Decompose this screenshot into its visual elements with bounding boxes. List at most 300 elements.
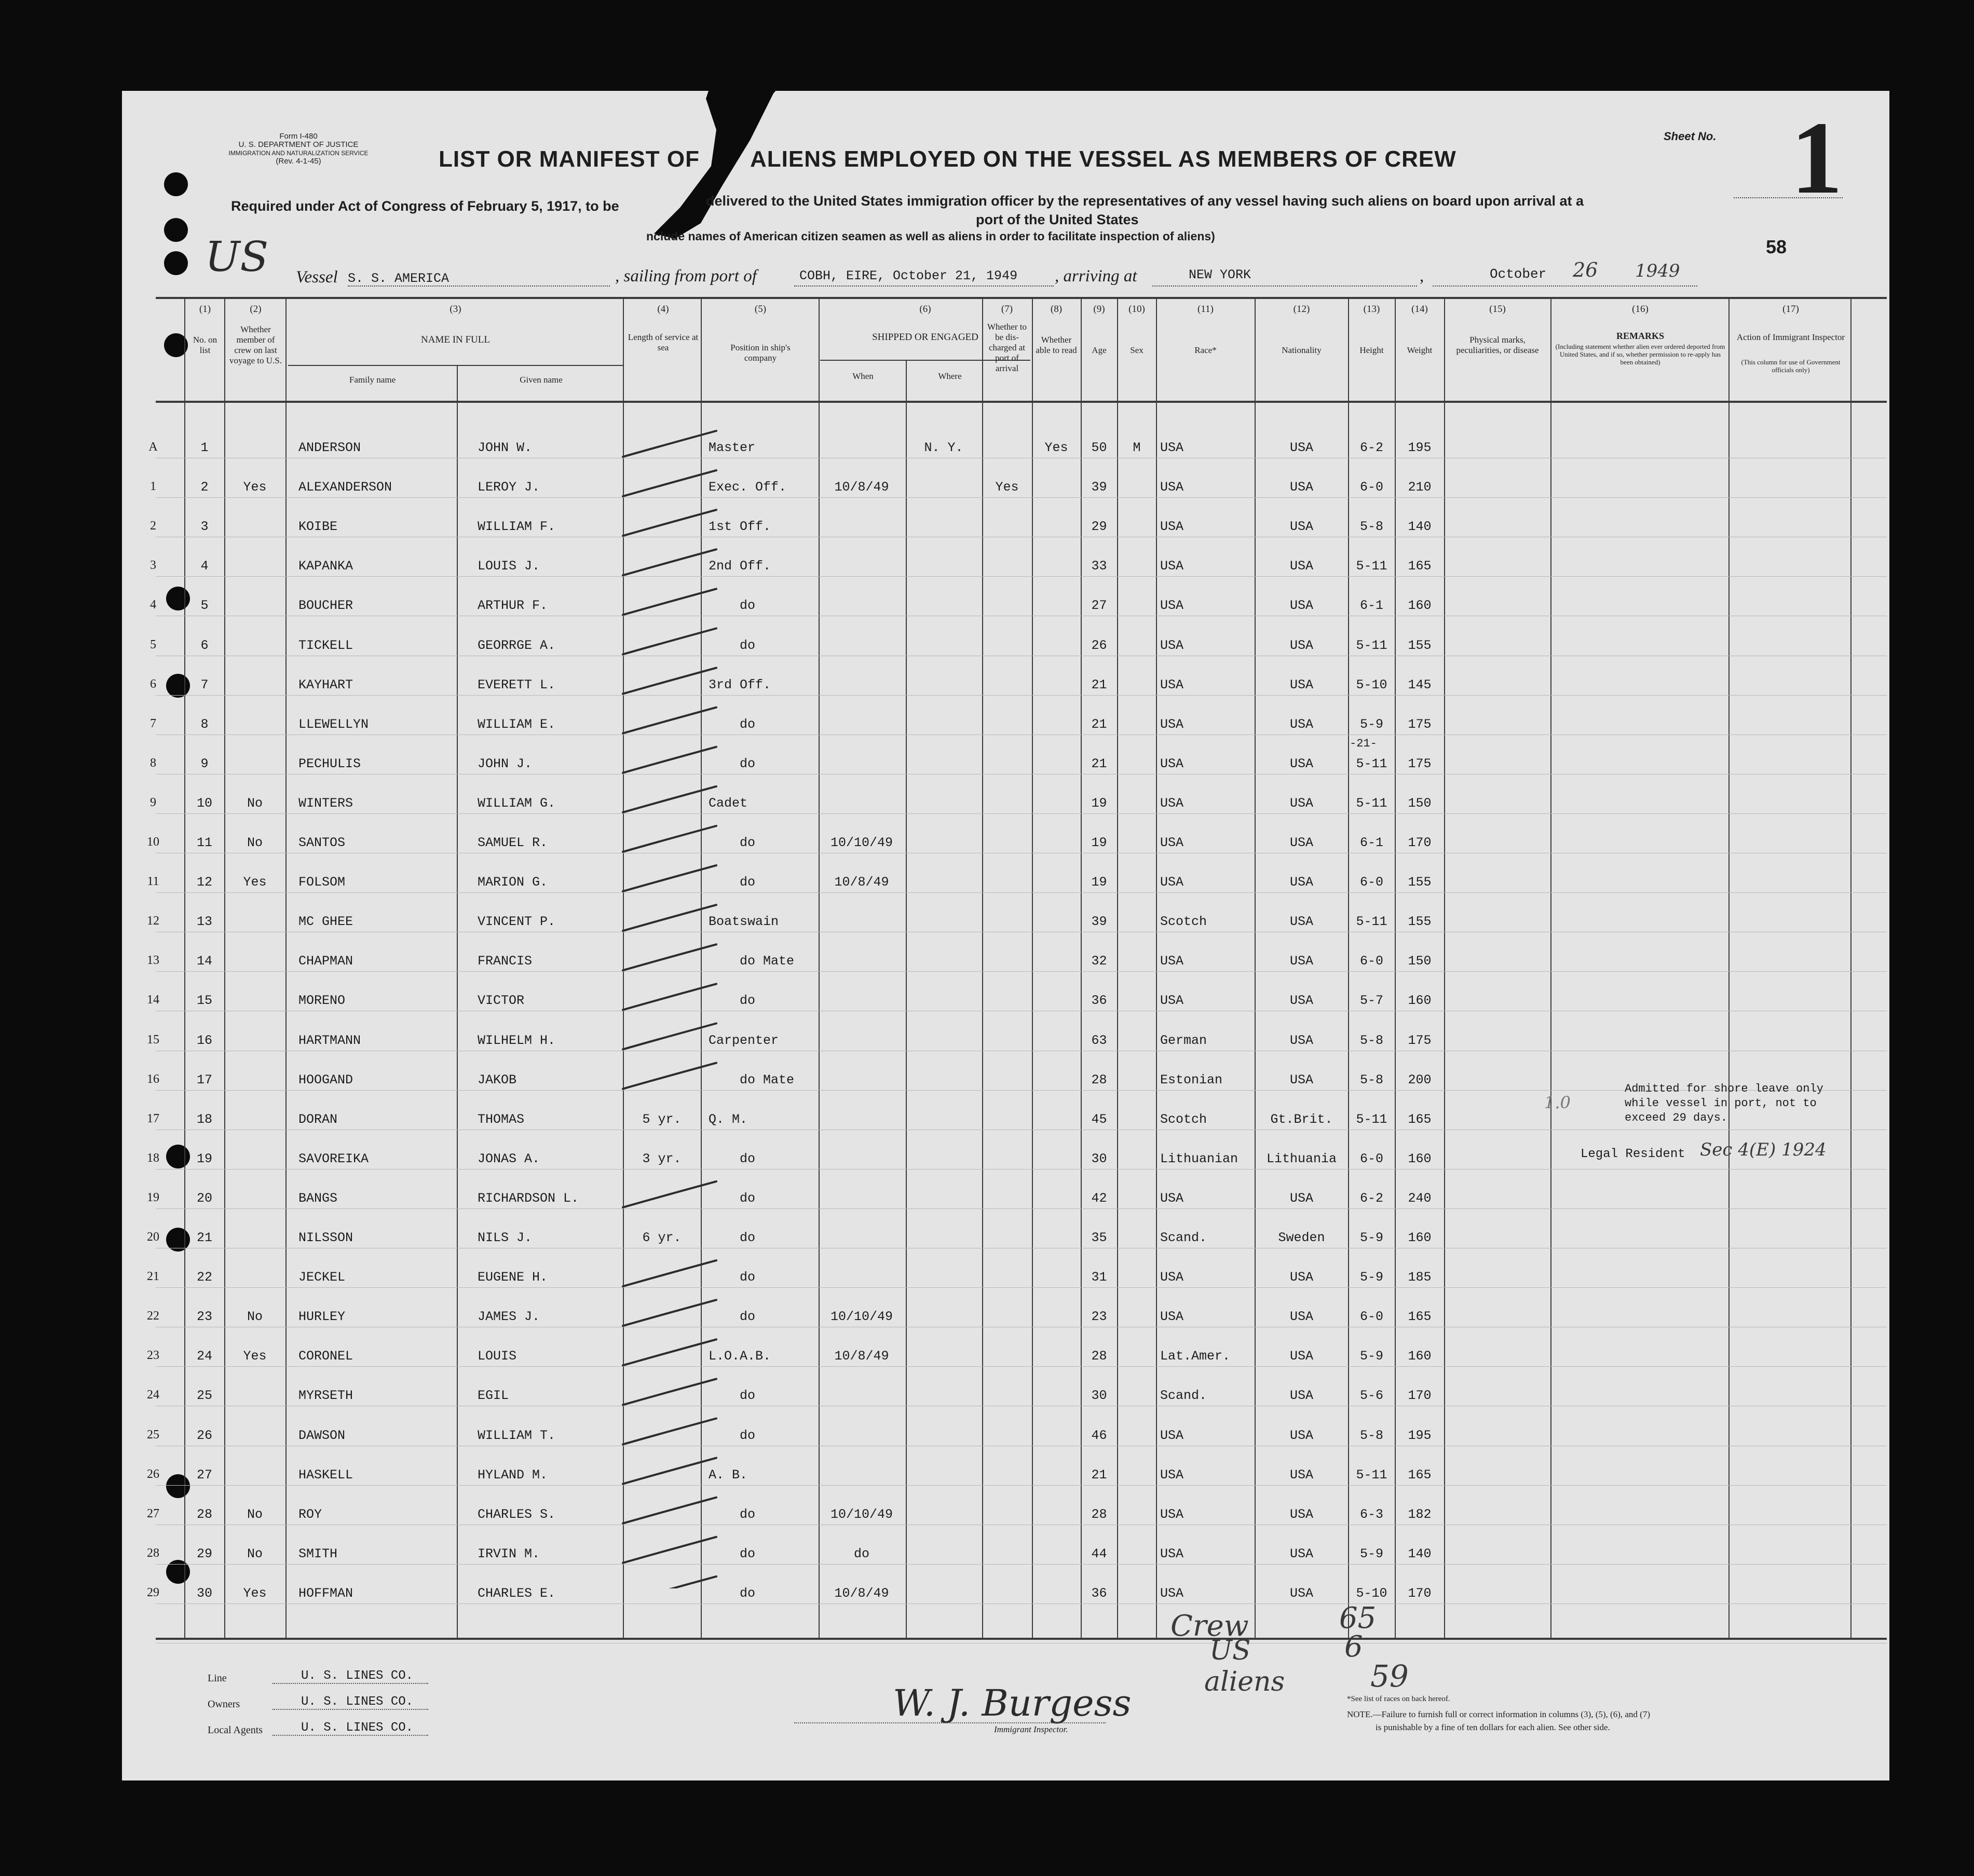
pen-stroke [623, 629, 716, 655]
pen-stroke [623, 431, 716, 457]
row-rule [156, 1485, 1887, 1486]
line-label: Line [208, 1673, 227, 1684]
cell-family: JECKEL [298, 1270, 346, 1285]
cell-height: 5-7 [1359, 993, 1383, 1008]
cell-nat: USA [1289, 1467, 1313, 1483]
row-rule [156, 1564, 1887, 1565]
cell-given: WILLIAM T. [478, 1428, 556, 1443]
cell-no: 1 [200, 440, 209, 455]
pen-stroke [623, 786, 716, 812]
cell-margin: 2 [150, 519, 156, 533]
cell-last: Yes [243, 480, 267, 495]
form-revision: (Rev. 4-1-45) [276, 157, 321, 166]
cell-last: No [247, 796, 263, 811]
pen-stroke [623, 470, 716, 496]
cell-height: 5-11 [1356, 796, 1387, 811]
column-divider [982, 297, 983, 1638]
col-header-length-of-service: Length of service at sea [628, 332, 699, 352]
pen-stroke [623, 747, 716, 773]
cell-no: 26 [196, 1428, 212, 1443]
row-rule [156, 1169, 1887, 1170]
cell-when: 10/8/49 [834, 480, 889, 495]
cell-given: THOMAS [478, 1112, 525, 1127]
cell-weight: 160 [1408, 1230, 1432, 1245]
service-tick-marks [612, 395, 831, 1588]
pen-stroke [623, 1537, 716, 1563]
cell-margin: 14 [147, 993, 159, 1007]
cell-last: Yes [243, 1349, 267, 1364]
cell-height: 5-11 [1356, 559, 1387, 574]
cell-margin: 9 [150, 796, 156, 809]
cell-given: JOHN J. [478, 756, 533, 771]
punch-hole [164, 251, 188, 275]
cell-weight: 175 [1408, 1033, 1432, 1048]
cell-no: 11 [196, 835, 212, 850]
pen-stroke [623, 549, 716, 575]
cell-race: USA [1160, 559, 1184, 574]
arrival-day: 26 [1573, 259, 1598, 281]
cell-given: MARION G. [478, 875, 548, 890]
col-header-weight: Weight [1407, 345, 1433, 355]
cell-nat: USA [1289, 559, 1313, 574]
cell-position: do [740, 638, 756, 653]
cell-family: ALEXANDERSON [298, 480, 392, 495]
column-divider [285, 297, 287, 1638]
cell-race: USA [1160, 480, 1184, 495]
cell-family: PECHULIS [298, 756, 361, 771]
department-name: U. S. DEPARTMENT OF JUSTICE [238, 140, 359, 149]
cell-no: 27 [196, 1467, 212, 1483]
cell-family: MORENO [298, 993, 346, 1008]
cell-margin: 18 [147, 1151, 159, 1165]
cell-disch: Yes [995, 480, 1019, 495]
cell-family: SMITH [298, 1546, 338, 1561]
cell-weight: 150 [1408, 796, 1432, 811]
cell-nat: USA [1289, 954, 1313, 969]
cell-age: 27 [1091, 598, 1107, 613]
cell-age: 21 [1091, 677, 1107, 692]
cell-margin: 1 [150, 480, 156, 493]
col-header-physical-marks: Physical marks, peculiarities, or disease [1456, 335, 1539, 355]
cell-nat: USA [1289, 598, 1313, 613]
cell-margin: 28 [147, 1546, 159, 1560]
column-divider [1444, 297, 1445, 1638]
cell-age: 30 [1091, 1388, 1107, 1403]
cell-height: 5-6 [1359, 1388, 1383, 1403]
tally-aliens-count: 59 [1370, 1659, 1409, 1694]
cell-family: HASKELL [298, 1467, 353, 1483]
cell-position: do [740, 1388, 756, 1403]
cell-no: 10 [196, 796, 212, 811]
cell-weight: 165 [1408, 1112, 1432, 1127]
col6-number: (6) [919, 304, 931, 315]
col13-number: (13) [1363, 304, 1380, 315]
cell-height: 5-8 [1359, 519, 1383, 534]
cell-position: do Mate [740, 954, 795, 969]
service-name: IMMIGRATION AND NATURALIZATION SERVICE [228, 149, 369, 157]
cell-no: 17 [196, 1072, 212, 1087]
cell-service: 6 yr. [642, 1230, 682, 1245]
col-header-height: Height [1359, 345, 1384, 355]
arrival-port: NEW YORK [1189, 267, 1251, 282]
cell-family: DORAN [298, 1112, 338, 1127]
arrival-underline [1152, 286, 1417, 287]
pen-stroke [623, 826, 716, 852]
col16-number: (16) [1632, 304, 1649, 315]
cell-service: 5 yr. [642, 1112, 682, 1127]
col-header-no-on-list: No. on list [193, 335, 217, 355]
cell-family: DAWSON [298, 1428, 346, 1443]
cell-no: 9 [200, 756, 209, 771]
pen-stroke [623, 1024, 716, 1050]
cell-when: 10/10/49 [830, 835, 893, 850]
cell-position: Cadet [709, 796, 748, 811]
remark-section-note: Sec 4(E) 1924 [1700, 1139, 1827, 1160]
row-rule [156, 1287, 1887, 1288]
cell-race: USA [1160, 1309, 1184, 1324]
cell-position: do Mate [740, 1072, 795, 1087]
pen-stroke [623, 865, 716, 891]
cell-age: 39 [1091, 914, 1107, 929]
cell-race: Lat.Amer. [1160, 1349, 1231, 1364]
cell-no: 28 [196, 1507, 212, 1522]
pen-stroke [623, 668, 716, 694]
col12-number: (12) [1293, 304, 1310, 315]
date-comma: , [1420, 267, 1424, 286]
cell-height: 5-9 [1359, 1230, 1383, 1245]
cell-nat: Sweden [1278, 1230, 1325, 1245]
agents-label: Local Agents [208, 1724, 263, 1736]
cell-position: Boatswain [709, 914, 779, 929]
cell-race: USA [1160, 835, 1184, 850]
cell-age: 45 [1091, 1112, 1107, 1127]
col-header-given-name: Given name [520, 375, 563, 385]
cell-weight: 160 [1408, 1349, 1432, 1364]
cell-margin: A [148, 440, 158, 454]
cell-age: 28 [1091, 1072, 1107, 1087]
cell-race: USA [1160, 1467, 1184, 1483]
cell-position: do [740, 1270, 756, 1285]
cell-no: 8 [200, 717, 209, 732]
cell-margin: 16 [147, 1072, 159, 1086]
cell-race: USA [1160, 440, 1184, 455]
column-divider [184, 297, 185, 1638]
cell-race: USA [1160, 1270, 1184, 1285]
cell-last: No [247, 1309, 263, 1324]
cell-family: KAYHART [298, 677, 353, 692]
cell-family: TICKELL [298, 638, 353, 653]
pen-stroke [623, 589, 716, 615]
owners-label: Owners [208, 1698, 240, 1710]
row-rule [156, 892, 1887, 893]
cell-position: 3rd Off. [709, 677, 771, 692]
cell-margin: 27 [147, 1507, 159, 1520]
col7-number: (7) [1001, 304, 1013, 315]
cell-margin: 11 [147, 875, 159, 888]
cell-weight: 170 [1408, 1586, 1432, 1601]
cell-nat: USA [1289, 480, 1313, 495]
col14-number: (14) [1411, 304, 1428, 315]
cell-race: USA [1160, 519, 1184, 534]
required-statement-left: Required under Act of Congress of February 5, 1917, to be [231, 198, 619, 214]
cell-race: USA [1160, 1546, 1184, 1561]
cell-age: 19 [1091, 796, 1107, 811]
column-divider [1117, 297, 1118, 1638]
signature-line [794, 1722, 1106, 1723]
cell-margin: 8 [150, 756, 156, 770]
col-header-inspector-action: Action of Immigrant Inspector [1736, 332, 1845, 342]
cell-weight: 185 [1408, 1270, 1432, 1285]
cell-last: Yes [243, 875, 267, 890]
cell-age: 28 [1091, 1507, 1107, 1522]
footnote-races: *See list of races on back hereof. [1347, 1695, 1450, 1703]
cell-no: 18 [196, 1112, 212, 1127]
tally-us-label: US [1209, 1635, 1251, 1666]
cell-given: CHARLES S. [478, 1507, 556, 1522]
col-header-shipped-or-engaged: SHIPPED OR ENGAGED [872, 332, 978, 343]
cell-race: USA [1160, 993, 1184, 1008]
cell-family: HURLEY [298, 1309, 346, 1324]
col-header-when: When [852, 371, 874, 381]
col1-number: (1) [199, 304, 211, 315]
cell-when: 10/8/49 [834, 1586, 889, 1601]
table-bottom-border [156, 1638, 1887, 1640]
col2-number: (2) [250, 304, 262, 315]
cell-service: 3 yr. [642, 1151, 682, 1166]
cell-age: 21 [1091, 717, 1107, 732]
cell-nat: USA [1289, 875, 1313, 890]
cell-height: 6-0 [1359, 954, 1383, 969]
cell-weight: 140 [1408, 519, 1432, 534]
col-header-nationality: Nationality [1282, 345, 1322, 355]
cell-nat: USA [1289, 1428, 1313, 1443]
pen-stroke [623, 1458, 716, 1484]
cell-no: 24 [196, 1349, 212, 1364]
remark-hand-mark: 1.0 [1544, 1093, 1571, 1112]
cell-weight: 170 [1408, 1388, 1432, 1403]
cell-given: IRVIN M. [478, 1546, 540, 1561]
cell-family: FOLSOM [298, 875, 346, 890]
row-rule [156, 497, 1887, 498]
cell-family: KOIBE [298, 519, 338, 534]
cell-position: do [740, 1546, 756, 1561]
cell-margin: 17 [147, 1112, 159, 1125]
sailing-label: , sailing from port of [615, 267, 757, 286]
remark-shore-leave-1: Admitted for shore leave only [1625, 1082, 1823, 1095]
cell-given: WILLIAM F. [478, 519, 556, 534]
cell-position: Carpenter [709, 1033, 779, 1048]
cell-race: Scotch [1160, 914, 1207, 929]
cell-race: USA [1160, 1586, 1184, 1601]
cell-race: USA [1160, 1428, 1184, 1443]
arrival-month: October [1490, 266, 1547, 282]
cell-margin: 20 [147, 1230, 159, 1244]
cell-height: 5-11 [1356, 914, 1387, 929]
footnote-penalty-2: is punishable by a fine of ten dollars for each alien. See other side. [1376, 1722, 1610, 1732]
cell-weight: 160 [1408, 598, 1432, 613]
row-rule [156, 971, 1887, 972]
cell-age: 32 [1091, 954, 1107, 969]
cell-where: N. Y. [924, 440, 963, 455]
cell-nat: USA [1289, 914, 1313, 929]
cell-race: USA [1160, 756, 1184, 771]
cell-no: 12 [196, 875, 212, 890]
cell-position: do [740, 717, 756, 732]
cell-nat: USA [1289, 1270, 1313, 1285]
cell-margin: 29 [147, 1586, 159, 1599]
pen-stroke [623, 1339, 716, 1365]
cell-nat: USA [1289, 993, 1313, 1008]
inspector-label: Immigrant Inspector. [994, 1724, 1068, 1734]
cell-margin: 4 [150, 598, 156, 611]
col-header-age: Age [1092, 345, 1107, 355]
cell-weight: 140 [1408, 1546, 1432, 1561]
col-header-inspector-sub: (This column for use of Government officials only) [1741, 358, 1841, 374]
cell-age: 21 [1091, 756, 1107, 771]
cell-family: SAVOREIKA [298, 1151, 369, 1166]
cell-given: VICTOR [478, 993, 525, 1008]
cell-position: do [740, 835, 756, 850]
cell-age: 44 [1091, 1546, 1107, 1561]
cell-age: 36 [1091, 1586, 1107, 1601]
cell-no: 6 [200, 638, 209, 653]
cell-height: 6-0 [1359, 1151, 1383, 1166]
cell-age: 30 [1091, 1151, 1107, 1166]
cell-weight: 165 [1408, 559, 1432, 574]
column-divider [457, 365, 458, 1638]
cell-height: 5-11 [1356, 756, 1387, 771]
cell-given: EVERETT L. [478, 677, 556, 692]
form-info [213, 132, 384, 166]
pen-stroke [623, 1498, 716, 1524]
cell-family: ROY [298, 1507, 322, 1522]
cell-weight: 240 [1408, 1191, 1432, 1206]
cell-no: 13 [196, 914, 212, 929]
cell-when: 10/8/49 [834, 1349, 889, 1364]
col8-number: (8) [1050, 304, 1063, 315]
col-header-position: Position in ship's company [730, 343, 791, 363]
cell-no: 7 [200, 677, 209, 692]
cell-weight: 195 [1408, 1428, 1432, 1443]
cell-race: Lithuanian [1160, 1151, 1238, 1166]
col-header-remarks: REMARKS [1616, 331, 1664, 341]
col-header-sex: Sex [1130, 345, 1143, 355]
cell-height: 6-1 [1359, 835, 1383, 850]
agents-value: U. S. LINES CO. [301, 1721, 414, 1735]
col9-number: (9) [1093, 304, 1105, 315]
cell-weight: 210 [1408, 480, 1432, 495]
cell-no: 3 [200, 519, 209, 534]
cell-given: JAKOB [478, 1072, 517, 1087]
pen-stroke [623, 1379, 716, 1405]
cell-when: 10/8/49 [834, 875, 889, 890]
cell-age: 42 [1091, 1191, 1107, 1206]
cell-no: 22 [196, 1270, 212, 1285]
cell-position: do [740, 756, 756, 771]
cell-height: 5-11 [1356, 638, 1387, 653]
cell-height: 6-0 [1359, 1309, 1383, 1324]
cell-weight: 182 [1408, 1507, 1432, 1522]
vessel-label: Vessel [296, 268, 338, 287]
form-title-left: LIST OR MANIFEST OF [439, 146, 700, 172]
cell-race: Estonian [1160, 1072, 1223, 1087]
cell-margin: 19 [147, 1191, 159, 1204]
inspector-signature: W. J. Burgess [893, 1682, 1132, 1724]
cell-read: Yes [1044, 440, 1068, 455]
cell-given: EUGENE H. [478, 1270, 548, 1285]
arriving-label: , arriving at [1055, 267, 1137, 286]
cell-given: ARTHUR F. [478, 598, 548, 613]
cell-given: LOUIS [478, 1349, 517, 1364]
cell-margin: 26 [147, 1467, 159, 1481]
cell-margin: 5 [150, 638, 156, 651]
cell-no: 2 [200, 480, 209, 495]
cell-height: 5-9 [1359, 1349, 1383, 1364]
cell-position: do [740, 1507, 756, 1522]
cell-no: 21 [196, 1230, 212, 1245]
cell-race: USA [1160, 796, 1184, 811]
tally-crew-count: 65 [1339, 1601, 1377, 1635]
cell-given: HYLAND M. [478, 1467, 548, 1483]
cell-given: EGIL [478, 1388, 509, 1403]
cell-age: 36 [1091, 993, 1107, 1008]
port-underline [794, 286, 1054, 287]
cell-height: 5-9 [1359, 1546, 1383, 1561]
cell-no: 4 [200, 559, 209, 574]
cell-race: Scand. [1160, 1388, 1207, 1403]
pen-stroke [623, 1300, 716, 1326]
cell-age: 31 [1091, 1270, 1107, 1285]
cell-height: 5-8 [1359, 1428, 1383, 1443]
cell-height: 5-8 [1359, 1033, 1383, 1048]
cell-nat: USA [1289, 1072, 1313, 1087]
pen-stroke [623, 1419, 716, 1445]
page-number: 58 [1766, 236, 1787, 257]
cell-sex: M [1133, 440, 1141, 455]
cell-family: BANGS [298, 1191, 338, 1206]
punch-hole [164, 218, 188, 242]
cell-no: 15 [196, 993, 212, 1008]
owners-underline [273, 1709, 428, 1710]
col3-number: (3) [450, 304, 461, 315]
required-statement-line2: port of the United States [976, 212, 1139, 227]
cell-margin: 12 [147, 914, 159, 928]
cell-nat: USA [1289, 1388, 1313, 1403]
pen-stroke [623, 510, 716, 536]
cell-position: do [740, 1230, 756, 1245]
cell-age: 21 [1091, 1467, 1107, 1483]
sheet-label: Sheet No. [1664, 130, 1717, 143]
cell-nat: USA [1289, 835, 1313, 850]
cell-last: Yes [243, 1586, 267, 1601]
cell-no: 14 [196, 954, 212, 969]
owners-value: U. S. LINES CO. [301, 1695, 414, 1709]
cell-height: 5-11 [1356, 1112, 1387, 1127]
cell-margin: 21 [147, 1270, 159, 1283]
tally-us-count: 6 [1344, 1630, 1363, 1664]
cell-nat: USA [1289, 1586, 1313, 1601]
cell-family: CORONEL [298, 1349, 353, 1364]
cell-weight: 155 [1408, 875, 1432, 890]
cell-race: German [1160, 1033, 1207, 1048]
cell-weight: 165 [1408, 1467, 1432, 1483]
cell-nat: USA [1289, 717, 1313, 732]
cell-family: ANDERSON [298, 440, 361, 455]
departure-port: COBH, EIRE, October 21, 1949 [799, 268, 1018, 283]
row-rule [156, 1366, 1887, 1367]
cell-last: No [247, 1546, 263, 1561]
cell-race: USA [1160, 677, 1184, 692]
